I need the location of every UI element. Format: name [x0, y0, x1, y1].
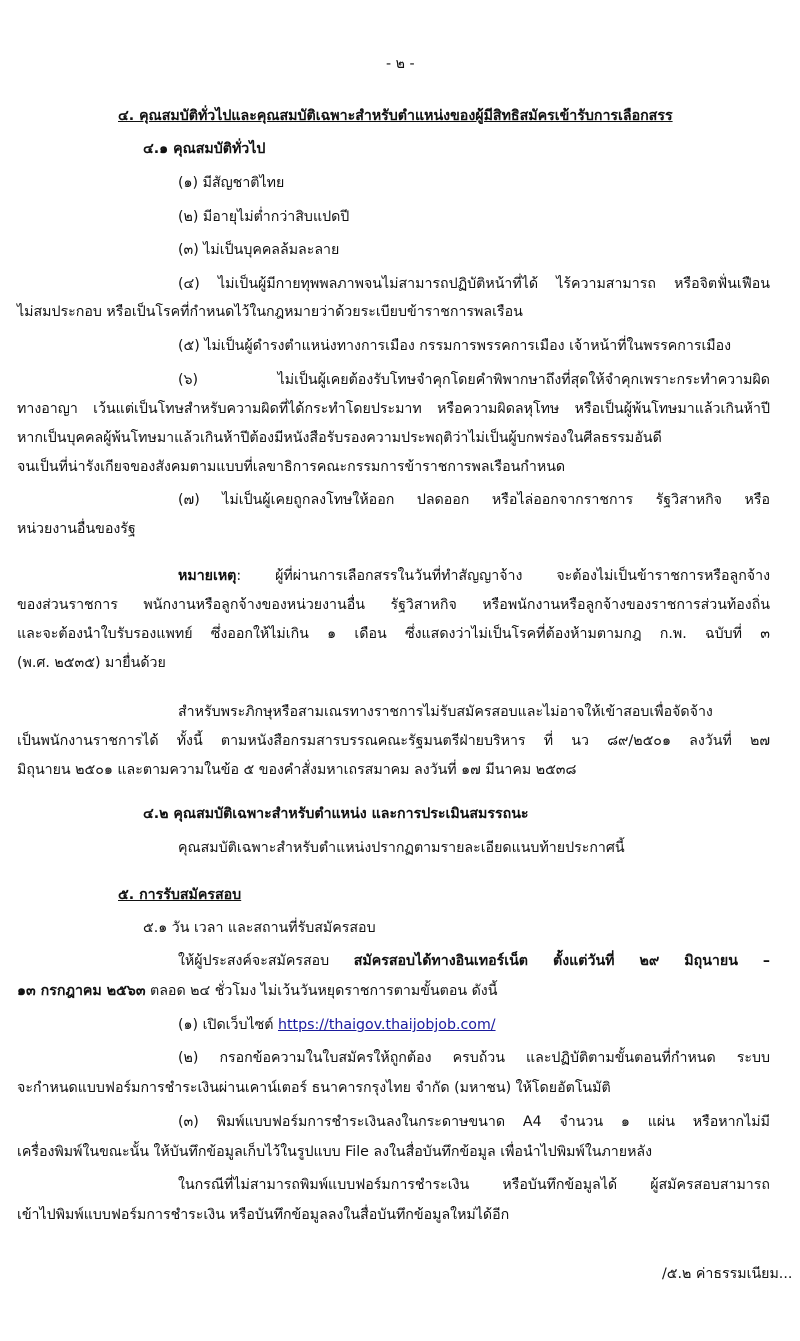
section-4-2-heading: ๔.๒ คุณสมบัติเฉพาะสำหรับตำแหน่ง และการประเมินสมรรถนะ [143, 806, 529, 822]
step-1-line [178, 1017, 496, 1034]
section-4-2-text: คุณสมบัติเฉพาะสำหรับตำแหน่งปรากฏตามรายละเอียดแนบท้ายประกาศนี้ [178, 840, 625, 856]
continuation-note: /๕.๒ ค่าธรรมเนียม... [662, 1266, 793, 1282]
application-period-line-1 [178, 953, 770, 970]
page-number: - ๒ - [386, 56, 415, 72]
note-line-1 [178, 568, 770, 585]
monk-paragraph-line-2: เป็นพนักงานราชการได้ ทั้งนี้ ตามหนังสือกรมสารบรรณคณะรัฐมนตรีฝ่ายบริหาร ที่ นว ๘๙/๒๕๐๑ ลงวันที่ ๒๗ [17, 733, 770, 749]
section-4-heading: ๔. คุณสมบัติทั่วไปและคุณสมบัติเฉพาะสำหรับตำแหน่งของผู้มีสิทธิสมัครเข้ารับการเลือกสรร [118, 108, 673, 124]
qualification-item-7-line-1: (๗) ไม่เป็นผู้เคยถูกลงโทษให้ออก ปลดออก หรือไล่ออกจากราชการ รัฐวิสาหกิจ หรือ [178, 492, 770, 508]
qualification-item-6-line-4: จนเป็นที่น่ารังเกียจของสังคมตามแบบที่เลขาธิการคณะกรรมการข้าราชการพลเรือนกำหนด [17, 459, 566, 475]
section-5-1-heading: ๕.๑ วัน เวลา และสถานที่รับสมัครสอบ [143, 920, 376, 936]
application-period-dates: สมัครสอบได้ทางอินเทอร์เน็ต ตั้งแต่วันที่ ๒๙ มิถุนายน – [353, 953, 770, 969]
note-line-2: ของส่วนราชการ พนักงานหรือลูกจ้างของหน่วยงานอื่น รัฐวิสาหกิจ หรือพนักงานหรือลูกจ้างของราชการส่วนท้องถิ่น [17, 597, 770, 613]
website-link[interactable]: https://thaigov.thaijobjob.com/ [277, 1017, 496, 1033]
note-line-4: (พ.ศ. ๒๕๓๕) มายื่นด้วย [17, 655, 166, 671]
step-3-line-2: เครื่องพิมพ์ในขณะนั้น ให้บันทึกข้อมูลเก็บไว้ในรูปแบบ File ลงในสื่อบันทึกข้อมูล เพื่อนำไปพิมพ์ในภายหลัง [17, 1144, 653, 1160]
application-period-lead: ให้ผู้ประสงค์จะสมัครสอบ [178, 953, 354, 969]
fallback-line-1: ในกรณีที่ไม่สามารถพิมพ์แบบฟอร์มการชำระเงิน หรือบันทึกข้อมูลได้ ผู้สมัครสอบสามารถ [178, 1177, 770, 1193]
application-end-date: ๑๓ กรกฎาคม ๒๕๖๓ [17, 983, 146, 999]
step-2-line-2: จะกำหนดแบบฟอร์มการชำระเงินผ่านเคาน์เตอร์ ธนาคารกรุงไทย จำกัด (มหาชน) ให้โดยอัตโนมัติ [17, 1080, 611, 1096]
qualification-item-6-line-2: ทางอาญา เว้นแต่เป็นโทษสำหรับความผิดที่ได้กระทำโดยประมาท หรือความผิดลหุโทษ หรือเป็นผู้พ้นโทษมาแล้วเกินห้าปี [17, 401, 770, 417]
monk-paragraph-line-3: มิถุนายน ๒๕๐๑ และตามความในข้อ ๕ ของคำสั่งมหาเถรสมาคม ลงวันที่ ๑๗ มีนาคม ๒๕๓๘ [17, 762, 577, 778]
step-2-line-1: (๒) กรอกข้อความในใบสมัครให้ถูกต้อง ครบถ้วน และปฏิบัติตามขั้นตอนที่กำหนด ระบบ [178, 1050, 770, 1066]
application-period-rest: ตลอด ๒๔ ชั่วโมง ไม่เว้นวันหยุดราชการตามขั้นตอน ดังนี้ [145, 983, 498, 999]
qualification-item-1: (๑) มีสัญชาติไทย [178, 175, 285, 191]
note-text: : ผู้ที่ผ่านการเลือกสรรในวันที่ทำสัญญาจ้าง จะต้องไม่เป็นข้าราชการหรือลูกจ้าง [236, 568, 770, 584]
qualification-item-4-line-2: ไม่สมประกอบ หรือเป็นโรคที่กำหนดไว้ในกฎหมายว่าด้วยระเบียบข้าราชการพลเรือน [17, 304, 523, 320]
qualification-item-5: (๕) ไม่เป็นผู้ดำรงตำแหน่งทางการเมือง กรรมการพรรคการเมือง เจ้าหน้าที่ในพรรคการเมือง [178, 338, 732, 354]
fallback-line-2: เข้าไปพิมพ์แบบฟอร์มการชำระเงิน หรือบันทึกข้อมูลลงในสื่อบันทึกข้อมูลใหม่ได้อีก [17, 1207, 510, 1223]
qualification-item-3: (๓) ไม่เป็นบุคคลล้มละลาย [178, 242, 340, 258]
step-3-line-1: (๓) พิมพ์แบบฟอร์มการชำระเงินลงในกระดาษขนาด A4 จำนวน ๑ แผ่น หรือหากไม่มี [178, 1114, 770, 1130]
section-4-1-heading: ๔.๑ คุณสมบัติทั่วไป [143, 141, 266, 157]
qualification-item-6-line-3: หากเป็นบุคคลผู้พ้นโทษมาแล้วเกินห้าปีต้องมีหนังสือรับรองความประพฤติว่าไม่เป็นผู้บกพร่องในศีลธรรมอันดี [17, 430, 662, 446]
note-line-3: และจะต้องนำใบรับรองแพทย์ ซึ่งออกให้ไม่เกิน ๑ เดือน ซึ่งแสดงว่าไม่เป็นโรคที่ต้องห้ามตามกฎ ก.พ. ฉบับที่ ๓ [17, 626, 770, 642]
section-5-heading: ๕. การรับสมัครสอบ [118, 887, 242, 903]
monk-paragraph-line-1: สำหรับพระภิกษุหรือสามเณรทางราชการไม่รับสมัครสอบและไม่อาจให้เข้าสอบเพื่อจัดจ้าง [178, 704, 713, 720]
step-1-prefix: (๑) เปิดเว็บไซต์ [178, 1017, 278, 1033]
qualification-item-2: (๒) มีอายุไม่ต่ำกว่าสิบแปดปี [178, 209, 350, 225]
application-period-line-2 [17, 983, 497, 1000]
note-label: หมายเหตุ [178, 568, 237, 584]
qualification-item-7-line-2: หน่วยงานอื่นของรัฐ [17, 521, 136, 537]
qualification-item-6-line-1: (๖) ไม่เป็นผู้เคยต้องรับโทษจำคุกโดยคำพิพากษาถึงที่สุดให้จำคุกเพราะกระทำความผิด [178, 372, 770, 388]
qualification-item-4-line-1: (๔) ไม่เป็นผู้มีกายทุพพลภาพจนไม่สามารถปฏิบัติหน้าที่ได้ ไร้ความสามารถ หรือจิตฟั่นเฟือน [178, 276, 770, 292]
